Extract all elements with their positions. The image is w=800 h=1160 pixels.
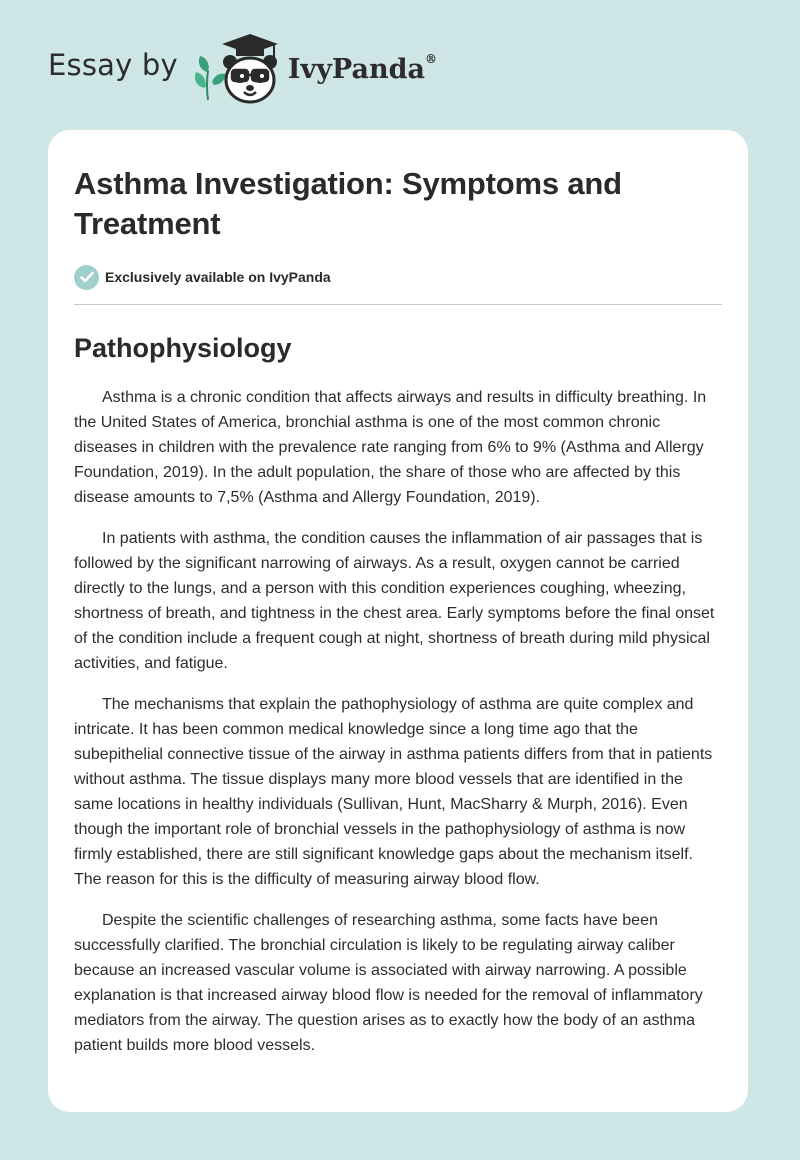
exclusive-label: Exclusively available on IvyPanda — [105, 269, 331, 285]
paragraph-1: Asthma is a chronic condition that affects airways and results in difficulty breathing. In the United States of America, bronchial asthma is one of the most common chronic diseases in children with the prevalence rate ranging from 6% to 9% (Asthma and Allergy Foundation, 2019). In the adult population, the share of those who are affected by this disease amounts to 7,5% (Asthma and Allergy Foundation, 2019). — [74, 389, 707, 506]
paragraph-3: The mechanisms that explain the pathophysiology of asthma are quite complex and intricate. It has been common medical knowledge since a long time ago that the subepithelial connective tissue of the airway in asthma patients differs from that in patients without asthma. The tissue displays many more blood vessels that are identified in the same locations in healthy individuals (Sullivan, Hunt, MacSharry & Murph, 2016). Even though the important role of bronchial vessels in the pathophysiology of asthma is now firmly established, there are still significant knowledge gaps about the mechanism itself. The reason for this is the difficulty of measuring airway blood flow. — [74, 696, 713, 888]
paragraph-4: Despite the scientific challenges of researching asthma, some facts have been successfully clarified. The bronchial circulation is likely to be regulating airway caliber because an increased vascular volume is associated with airway narrowing. A possible explanation is that increased airway blood flow is needed for the removal of inflammatory mediators from the airway. The question arises as to exactly how the body of an asthma patient builds more blood vessels. — [74, 912, 703, 1054]
panda-logo-icon[interactable] — [192, 30, 284, 110]
page-title: Asthma Investigation: Symptoms and Treatment — [74, 166, 622, 241]
brand-text: IvyPanda — [287, 53, 425, 85]
paragraph-2: In patients with asthma, the condition causes the inflammation of air passages that is followed by the significant narrowing of airways. As a result, oxygen cannot be carried directly to the lungs, and a person with this condition experiences coughing, wheezing, shortness of breath, and tightness in the chest area. Early symptoms before the final onset of the condition include a frequent cough at night, shortness of breath during mild physical activities, and fatigue. — [74, 530, 715, 672]
divider — [74, 304, 722, 305]
essay-card — [48, 130, 748, 1112]
brand-name[interactable] — [287, 51, 437, 85]
check-icon — [74, 265, 99, 290]
site-header — [48, 30, 437, 110]
exclusive-badge — [74, 264, 722, 290]
registered-mark: ® — [424, 51, 437, 66]
essay-by-label: Essay by — [48, 48, 178, 82]
ivy-leaf-icon — [195, 56, 226, 100]
section-heading: Pathophysiology — [74, 333, 292, 363]
